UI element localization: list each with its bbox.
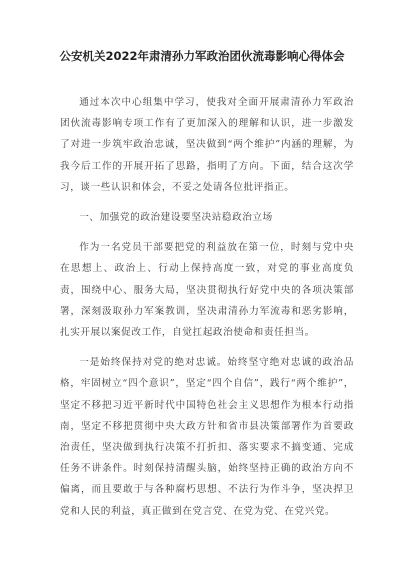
body-paragraph: 一是始终保持对党的绝对忠诚。始终坚守绝对忠诚的政治品格，牢固树立“四个意识”，坚定“四个自信”，践行“两个维护”，坚定不移把习近平新时代中国特色社会主义思想作为根本行动指南，坚定不移把贯彻中央大政方针和省市县决策部署作为首要政治责任，坚决做到执行决策不打折扣、落实要求不搞变通、完成任务不讲条件。时刻保持清醒头脑，始终坚持正确的政治方向不偏离，而且要敢于与各种腐朽思想、不法行为作斗争，坚决捍卫党和人民的利益，真正做到在党言党、在党为党、在党兴党。	[60, 357, 354, 517]
document-title: 公安机关2022年肃清孙力军政治团伙流毒影响心得体会	[59, 49, 345, 63]
body-paragraph: 作为一名党员干部要把党的利益放在第一位，时刻与党中央在思想上、政治上、行动上保持高度一致，对党的事业高度负责，围绕中心、服务大局，坚决贯彻执行好党中央的各项决策部署，深刻汲取孙力军案教训，坚决肃清孙力军流毒和恶劣影响，扎实开展以案促改工作，自觉扛起政治使命和责任担当。	[60, 242, 354, 339]
intro-paragraph: 通过本次中心组集中学习，使我对全面开展肃清孙力军政治团伙流毒影响专项工作有了更加深入的理解和认识，进一步激发了对进一步筑牢政治忠诚，坚决做到“两个维护”内涵的理解，为我今后工作的开展开拓了思路，指明了方向。下面，结合这次学习，谈一些认识和体会，不妥之处请各位批评指正。	[60, 97, 354, 193]
section-heading: 一、加强党的政治建设要坚决站稳政治立场	[79, 212, 273, 224]
